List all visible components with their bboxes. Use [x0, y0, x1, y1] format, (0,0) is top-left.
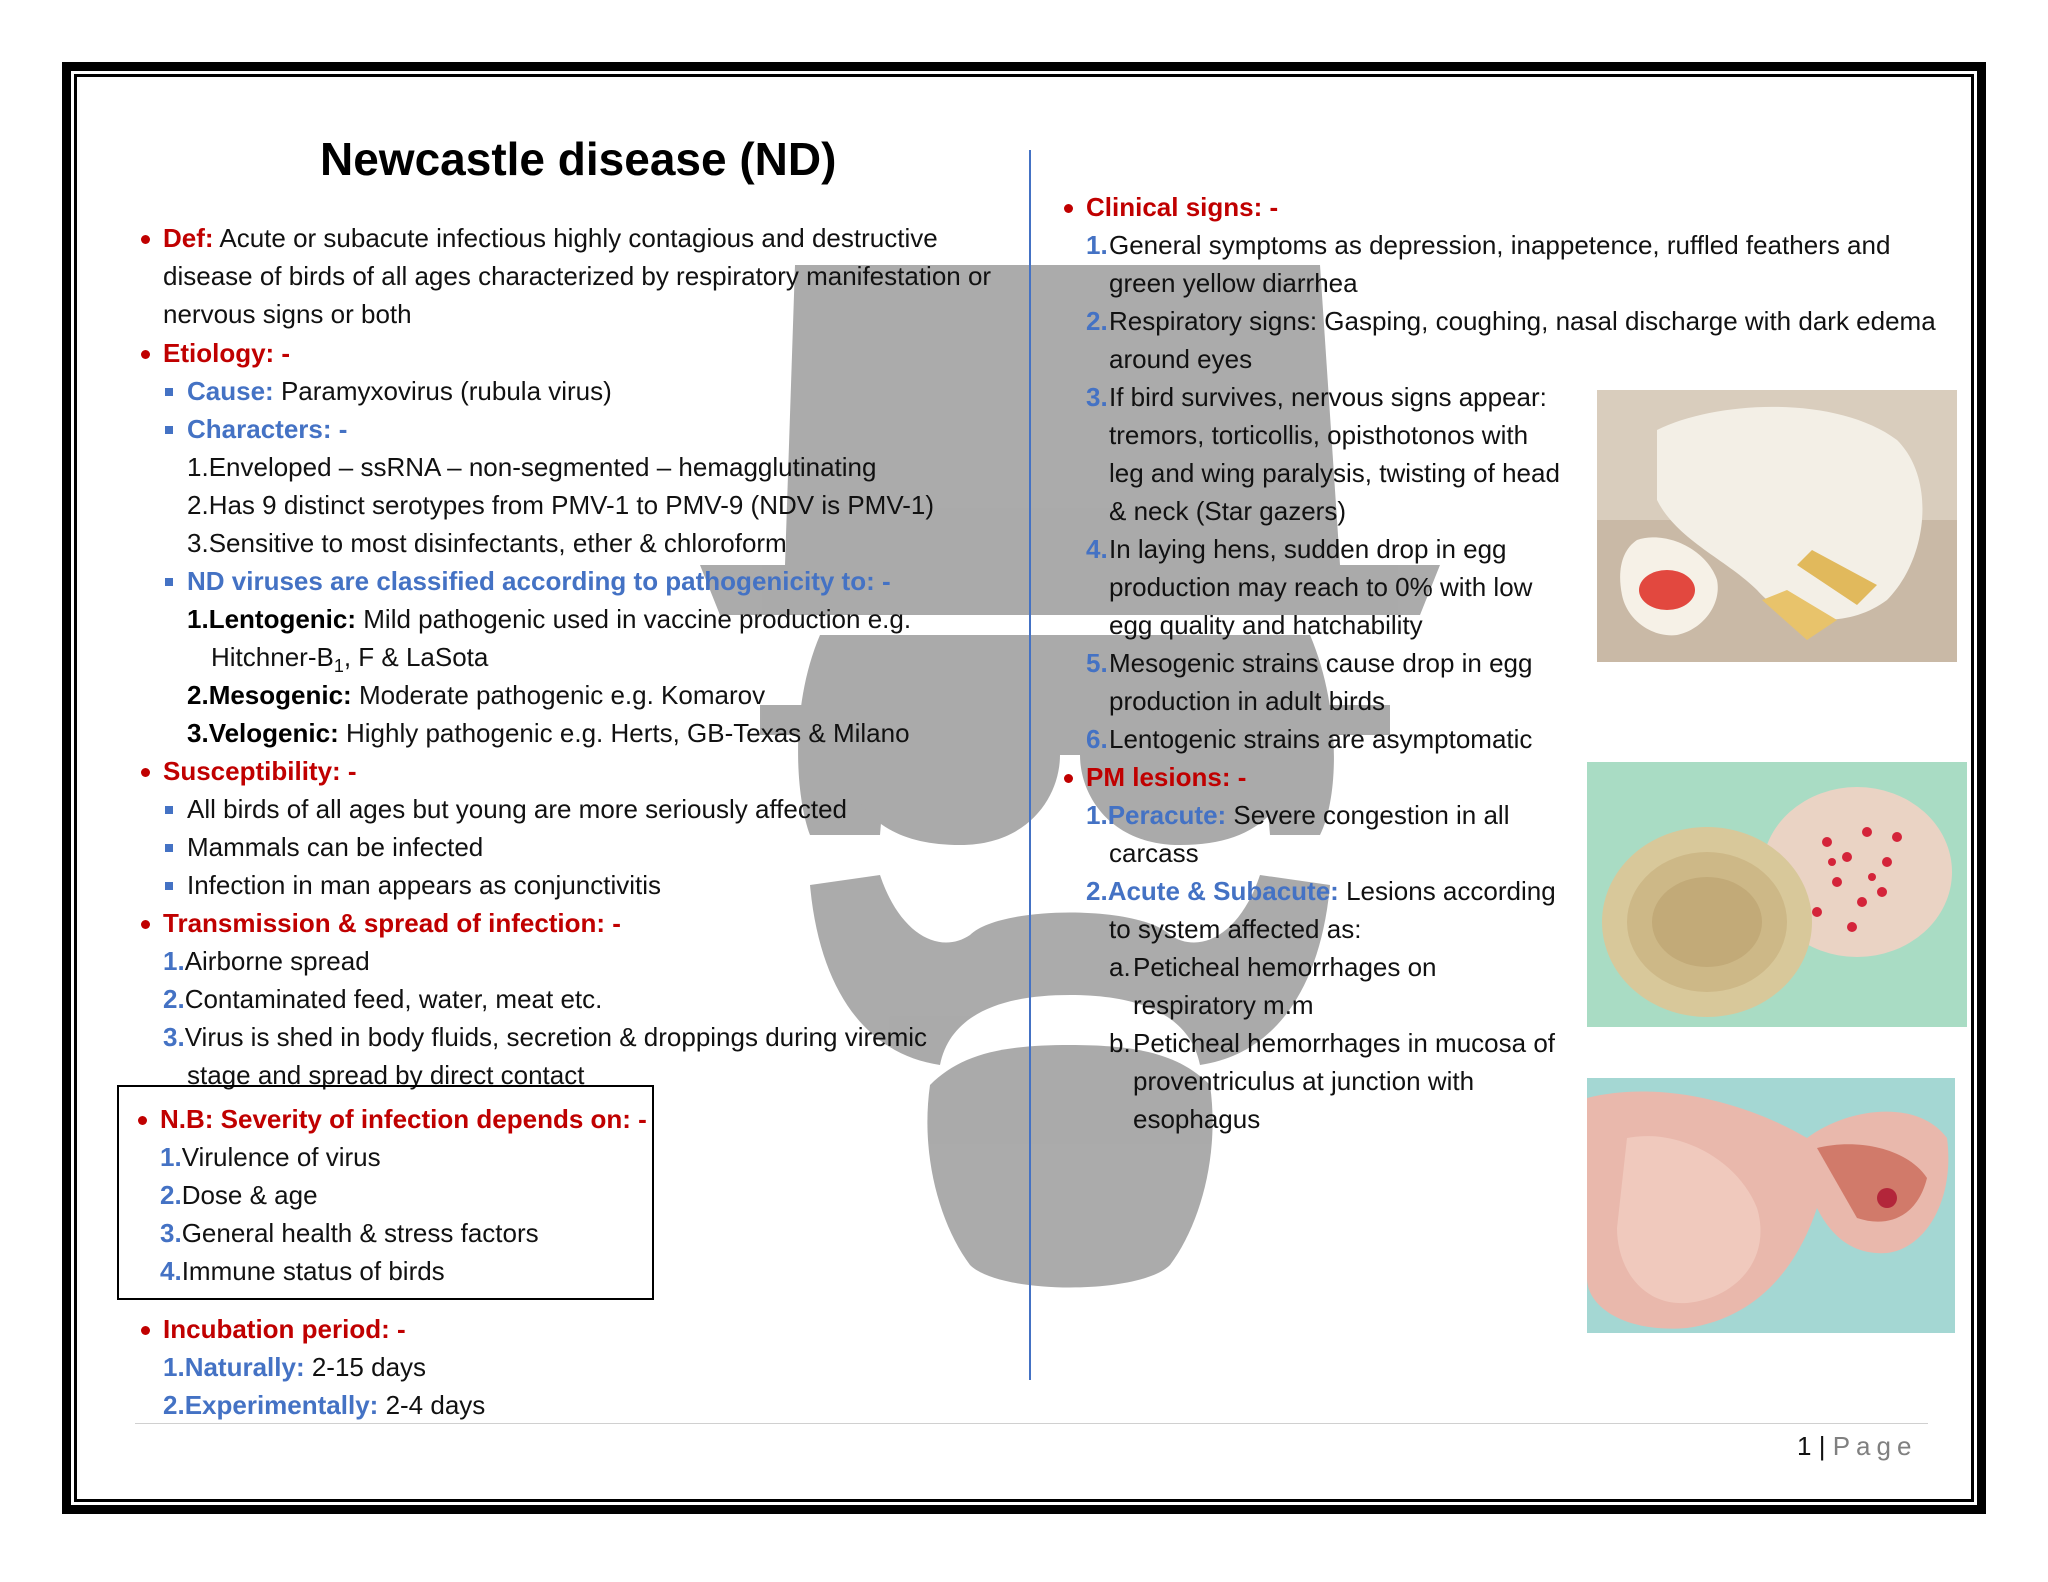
item-text: leg and wing paralysis, twisting of head [1109, 458, 1560, 488]
clinical-line [1086, 417, 1528, 453]
incubation-label: Experimentally: [184, 1390, 379, 1420]
item-text: 2-15 days [311, 1352, 427, 1382]
pm-sub-line [1109, 1063, 1474, 1099]
clinical-line [1086, 607, 1423, 643]
item-number: 1. [1086, 800, 1108, 830]
item-text: production in adult birds [1109, 686, 1386, 716]
pm-item-1 [1086, 797, 1509, 833]
character-item-1 [187, 449, 876, 485]
clinical-line [1086, 379, 1547, 415]
clinical-heading [1086, 189, 1278, 225]
transmission-item-2 [163, 981, 602, 1017]
nb-item-4 [160, 1253, 445, 1289]
pm-sub-line [1109, 1101, 1260, 1137]
item-number: 5. [1086, 648, 1108, 678]
bullet-icon [1064, 204, 1073, 213]
pm-sub-line [1109, 987, 1314, 1023]
item-text: Lentogenic strains are asymptomatic [1109, 724, 1533, 754]
characters-heading-text: Characters: - [187, 414, 348, 444]
page-number: 1 [1797, 1431, 1812, 1461]
pm-sub-line [1109, 949, 1437, 985]
item-number: 1. [163, 946, 185, 976]
item-number: 4. [1086, 534, 1108, 564]
item-number: 2. [160, 1180, 182, 1210]
clinical-line [1086, 227, 1890, 263]
item-text: Peticheal hemorrhages in mucosa of [1133, 1028, 1556, 1058]
clinical-line [1086, 531, 1507, 567]
item-text: All birds of all ages but young are more seriously affected [187, 794, 847, 824]
footer-rule [135, 1423, 1928, 1424]
square-bullet-icon [165, 806, 173, 814]
pm-heading [1086, 759, 1246, 795]
cause-text: Paramyxovirus (rubula virus) [280, 376, 612, 406]
class-label: Lentogenic: [208, 604, 357, 634]
item-text: Has 9 distinct serotypes from PMV-1 to PMV-9 (NDV is PMV-1) [208, 490, 935, 520]
photo-proventriculus-esophagus-junction [1587, 1078, 1955, 1333]
item-text: Airborne spread [184, 946, 370, 976]
pm-label: Peracute: [1107, 800, 1227, 830]
item-text: Infection in man appears as conjunctivitis [187, 870, 662, 900]
item-text: Peticheal hemorrhages on [1133, 952, 1437, 982]
item-text: around eyes [1109, 344, 1253, 374]
item-text: Sensitive to most disinfectants, ether & chloroform [208, 528, 787, 558]
item-text: In laying hens, sudden drop in egg [1109, 534, 1507, 564]
etiology-heading [163, 335, 290, 371]
item-text: , F & LaSota [343, 642, 489, 672]
susceptibility-item-1 [187, 791, 847, 827]
class-item-1 [187, 601, 911, 637]
pm-item-2 [1086, 873, 1556, 909]
susceptibility-heading-text: Susceptibility: - [163, 756, 357, 786]
item-number: 2. [187, 490, 209, 520]
square-bullet-icon [165, 578, 173, 586]
item-text: If bird survives, nervous signs appear: [1109, 382, 1547, 412]
item-text: Dose & age [181, 1180, 318, 1210]
item-text: production may reach to 0% with low [1109, 572, 1533, 602]
square-bullet-icon [165, 426, 173, 434]
susceptibility-heading [163, 753, 357, 789]
incubation-heading [163, 1311, 406, 1347]
def-line-1 [163, 220, 938, 256]
item-text: & neck (Star gazers) [1109, 496, 1346, 526]
clinical-line [1086, 645, 1532, 681]
class-item-2 [187, 677, 765, 713]
page-title: Newcastle disease (ND) [320, 133, 837, 185]
pm-label: Acute & Subacute: [1107, 876, 1339, 906]
item-text: Lesions according [1346, 876, 1556, 906]
item-number: 4. [160, 1256, 182, 1286]
def-line-3: nervous signs or both [163, 299, 412, 329]
character-item-3 [187, 525, 787, 561]
cause-label: Cause: [187, 376, 274, 406]
clinical-line [1086, 303, 1936, 339]
item-text: Highly pathogenic e.g. Herts, GB-Texas & Milano [345, 718, 910, 748]
item-text: 2-4 days [385, 1390, 486, 1420]
item-number: 3. [187, 718, 209, 748]
page-word: Page [1832, 1431, 1918, 1461]
item-number: 2. [163, 984, 185, 1014]
page-separator: | [1818, 1431, 1826, 1461]
item-text: Mesogenic strains cause drop in egg [1109, 648, 1533, 678]
item-text: General symptoms as depression, inappetence, ruffled feathers and [1109, 230, 1891, 260]
item-number: 6. [1086, 724, 1108, 754]
item-number: 1. [163, 1352, 185, 1382]
clinical-line [1086, 455, 1560, 491]
susceptibility-item-3 [187, 867, 661, 903]
bullet-icon [141, 768, 150, 777]
nb-item-3 [160, 1215, 539, 1251]
item-number: 1. [1086, 230, 1108, 260]
nb-heading-text: N.B: Severity of infection depends on: - [160, 1104, 647, 1134]
item-number: 3. [163, 1022, 185, 1052]
item-text: Enveloped – ssRNA – non-segmented – hemagglutinating [208, 452, 877, 482]
nb-heading [160, 1101, 647, 1137]
item-text: Severe congestion in all [1233, 800, 1510, 830]
item-text: esophagus [1133, 1104, 1261, 1134]
pm-heading-text: PM lesions: - [1086, 762, 1247, 792]
item-number: 2. [187, 680, 209, 710]
item-text: proventriculus at junction with [1133, 1066, 1475, 1096]
clinical-line [1086, 721, 1532, 757]
item-number: 1. [187, 452, 209, 482]
item-text: respiratory m.m [1133, 990, 1314, 1020]
item-number: 3. [187, 528, 209, 558]
nb-item-1 [160, 1139, 381, 1175]
clinical-line [1086, 265, 1358, 301]
class-label: Velogenic: [208, 718, 339, 748]
item-number: 2. [1086, 306, 1108, 336]
item-text: Virulence of virus [181, 1142, 381, 1172]
item-text: Contaminated feed, water, meat etc. [184, 984, 603, 1014]
clinical-heading-text: Clinical signs: - [1086, 192, 1279, 222]
item-text: egg quality and hatchability [1109, 610, 1423, 640]
transmission-item-1 [163, 943, 370, 979]
item-subscript: 1 [333, 656, 344, 677]
clinical-line [1086, 493, 1346, 529]
bullet-icon [141, 920, 150, 929]
class-label: Mesogenic: [208, 680, 352, 710]
bullet-icon [141, 350, 150, 359]
item-text: Hitchner-B [211, 642, 334, 672]
clinical-line [1086, 683, 1385, 719]
def-label: Def: [163, 223, 214, 253]
photo-bird-star-gazer [1597, 390, 1957, 662]
bullet-icon [141, 1326, 150, 1335]
transmission-item-3-cont: stage and spread by direct contact [187, 1060, 585, 1090]
item-text: Immune status of birds [181, 1256, 445, 1286]
clinical-line [1086, 341, 1252, 377]
cause-line [187, 373, 612, 409]
item-number: 2. [163, 1390, 185, 1420]
item-text: tremors, torticollis, opisthotonos with [1109, 420, 1529, 450]
item-letter: a. [1109, 952, 1131, 982]
item-text: General health & stress factors [181, 1218, 539, 1248]
incubation-item-2 [163, 1387, 485, 1423]
etiology-heading-text: Etiology: - [163, 338, 291, 368]
def-text: Acute or subacute infectious highly contagious and destructive [219, 223, 938, 253]
item-number: 2. [1086, 876, 1108, 906]
characters-heading [187, 411, 347, 447]
incubation-label: Naturally: [184, 1352, 305, 1382]
incubation-item-1 [163, 1349, 426, 1385]
pm-sub-line [1109, 1025, 1555, 1061]
item-number: 3. [1086, 382, 1108, 412]
item-number: 3. [160, 1218, 182, 1248]
item-text: Respiratory signs: Gasping, coughing, nasal discharge with dark edema [1109, 306, 1936, 336]
class-item-3 [187, 715, 910, 751]
bullet-icon [141, 235, 150, 244]
incubation-heading-text: Incubation period: - [163, 1314, 406, 1344]
item-letter: b. [1109, 1028, 1131, 1058]
square-bullet-icon [165, 844, 173, 852]
item-text: Mammals can be infected [187, 832, 484, 862]
character-item-2 [187, 487, 934, 523]
bullet-icon [138, 1116, 147, 1125]
transmission-heading [163, 905, 621, 941]
susceptibility-item-2 [187, 829, 483, 865]
pm-item-2-cont: to system affected as: [1109, 914, 1362, 944]
item-number: 1. [160, 1142, 182, 1172]
classification-heading [187, 563, 891, 599]
square-bullet-icon [165, 882, 173, 890]
item-text: green yellow diarrhea [1109, 268, 1358, 298]
transmission-heading-text: Transmission & spread of infection: - [163, 908, 621, 938]
classification-heading-text: ND viruses are classified according to pathogenicity to: - [187, 566, 891, 596]
clinical-line [1086, 569, 1532, 605]
item-text: Virus is shed in body fluids, secretion & droppings during viremic [184, 1022, 928, 1052]
page-footer [1797, 1428, 1917, 1464]
nb-item-2 [160, 1177, 318, 1213]
item-number: 1. [187, 604, 209, 634]
def-line-2: disease of birds of all ages characterized by respiratory manifestation or [163, 261, 992, 291]
item-text: Mild pathogenic used in vaccine production e.g. [363, 604, 912, 634]
square-bullet-icon [165, 388, 173, 396]
photo-proventriculus-hemorrhages [1587, 762, 1967, 1027]
transmission-item-3 [163, 1019, 927, 1055]
column-divider [1029, 150, 1031, 1380]
bullet-icon [1064, 774, 1073, 783]
pm-item-1-cont: carcass [1109, 838, 1199, 868]
item-text: Moderate pathogenic e.g. Komarov [358, 680, 766, 710]
